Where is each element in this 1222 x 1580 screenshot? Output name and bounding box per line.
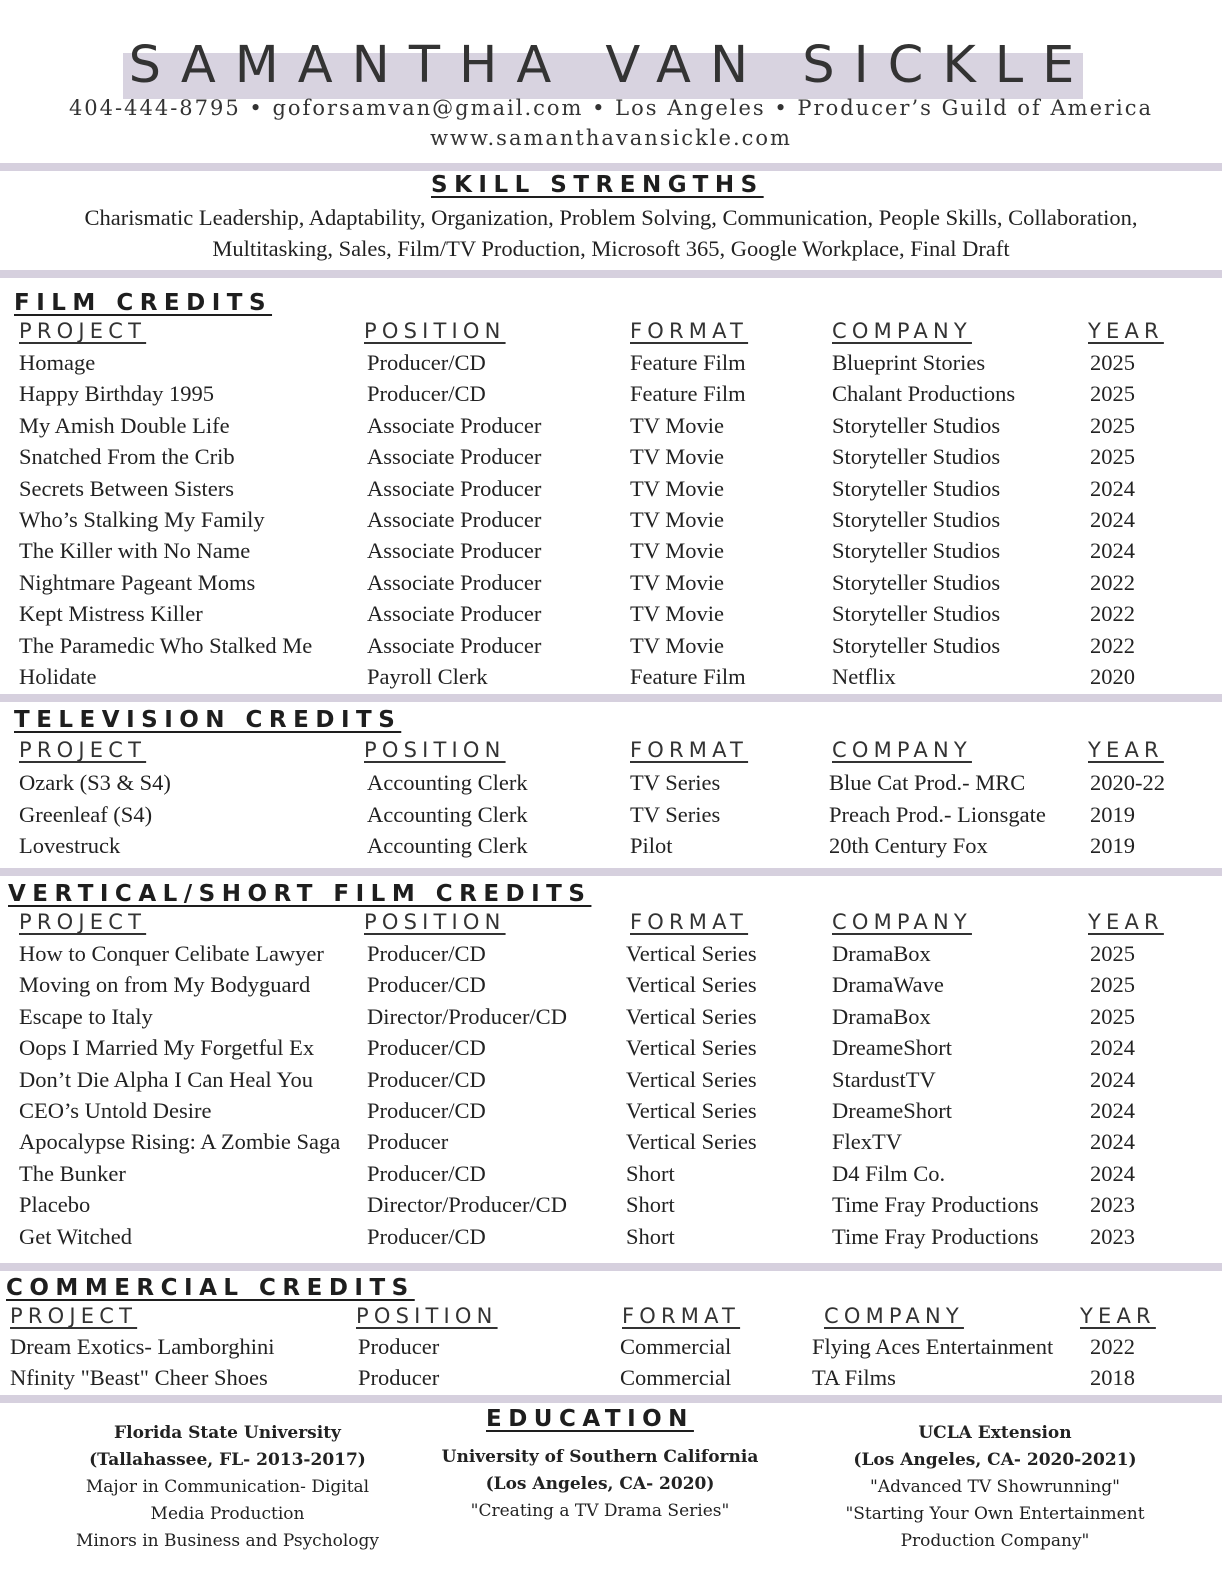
cell-format: TV Movie bbox=[630, 601, 724, 627]
cell-project: How to Conquer Celibate Lawyer bbox=[19, 941, 324, 966]
cell-project: Dream Exotics- Lamborghini bbox=[10, 1334, 275, 1359]
cell-year: 2024 bbox=[1090, 1098, 1135, 1123]
edu-line: Production Company" bbox=[900, 1531, 1090, 1551]
commercial-credits-title: COMMERCIAL CREDITS bbox=[6, 1275, 415, 1301]
cell-year: 2022 bbox=[1090, 569, 1135, 595]
cell-position: Producer/CD bbox=[367, 1098, 486, 1123]
cell-format: TV Movie bbox=[630, 507, 724, 532]
cell-company: DreameShort bbox=[832, 1098, 952, 1123]
cell-project: The Killer with No Name bbox=[19, 538, 251, 564]
cell-format: TV Movie bbox=[630, 632, 724, 658]
column-header-year: YEAR bbox=[1088, 910, 1164, 934]
school-detail: (Los Angeles, CA- 2020) bbox=[485, 1474, 715, 1494]
cell-format: Short bbox=[626, 1223, 675, 1249]
cell-project: The Bunker bbox=[19, 1160, 126, 1186]
edu-line: Minors in Business and Psychology bbox=[75, 1531, 380, 1551]
cell-year: 2024 bbox=[1090, 1066, 1135, 1092]
cell-year: 2022 bbox=[1090, 601, 1135, 627]
column-header-year: YEAR bbox=[1088, 738, 1164, 762]
cell-format: Feature Film bbox=[630, 350, 746, 375]
cell-year: 2020-22 bbox=[1090, 770, 1165, 795]
cell-company: D4 Film Co. bbox=[832, 1160, 946, 1186]
cell-year: 2024 bbox=[1090, 1129, 1135, 1155]
column-header-project: PROJECT bbox=[10, 1304, 138, 1328]
cell-project: Placebo bbox=[19, 1192, 91, 1218]
cell-year: 2023 bbox=[1090, 1192, 1135, 1218]
cell-format: Vertical Series bbox=[626, 1098, 757, 1123]
cell-project: Get Witched bbox=[19, 1223, 133, 1249]
film-credits-title: FILM CREDITS bbox=[14, 290, 273, 316]
cell-format: Vertical Series bbox=[626, 1003, 757, 1029]
divider bbox=[0, 694, 1222, 702]
school-detail: (Tallahassee, FL- 2013-2017) bbox=[89, 1450, 366, 1470]
cell-project: Homage bbox=[19, 350, 96, 375]
cell-position: Director/Producer/CD bbox=[367, 1003, 567, 1029]
cell-position: Director/Producer/CD bbox=[367, 1192, 567, 1218]
cell-position: Accounting Clerk bbox=[367, 801, 528, 827]
cell-position: Producer/CD bbox=[367, 350, 486, 375]
cell-year: 2025 bbox=[1090, 444, 1135, 470]
cell-year: 2019 bbox=[1090, 801, 1135, 827]
website[interactable]: www.samanthavansickle.com bbox=[430, 126, 792, 150]
cell-project: Ozark (S3 & S4) bbox=[19, 770, 171, 795]
cell-company: Storyteller Studios bbox=[832, 412, 1001, 438]
cell-format: Vertical Series bbox=[626, 1066, 757, 1092]
cell-position: Producer/CD bbox=[367, 941, 486, 966]
cell-company: DramaBox bbox=[832, 941, 931, 966]
cell-company: Chalant Productions bbox=[832, 381, 1016, 407]
cell-format: TV Movie bbox=[630, 569, 724, 595]
cell-company: Time Fray Productions bbox=[832, 1223, 1039, 1249]
cell-position: Accounting Clerk bbox=[367, 770, 528, 795]
cell-company: Storyteller Studios bbox=[832, 569, 1001, 595]
column-header-company: COMPANY bbox=[824, 1304, 964, 1328]
cell-company: Storyteller Studios bbox=[832, 507, 1001, 532]
column-header-position: POSITION bbox=[364, 319, 506, 343]
education-usc bbox=[420, 1444, 780, 1525]
cell-company: FlexTV bbox=[832, 1129, 902, 1155]
column-header-company: COMPANY bbox=[832, 319, 972, 343]
cell-company: Storyteller Studios bbox=[832, 601, 1001, 627]
cell-year: 2022 bbox=[1090, 1334, 1135, 1359]
cell-company: Storyteller Studios bbox=[832, 475, 1001, 501]
edu-line: "Creating a TV Drama Series" bbox=[470, 1501, 730, 1521]
cell-position: Associate Producer bbox=[367, 475, 542, 501]
cell-company: Netflix bbox=[832, 664, 896, 689]
cell-year: 2019 bbox=[1090, 833, 1135, 858]
column-header-format: FORMAT bbox=[630, 910, 749, 934]
cell-format: TV Series bbox=[630, 770, 721, 795]
cell-format: TV Movie bbox=[630, 444, 724, 470]
school-name: Florida State University bbox=[114, 1423, 341, 1443]
edu-line: "Starting Your Own Entertainment bbox=[845, 1504, 1145, 1524]
cell-year: 2025 bbox=[1090, 350, 1135, 375]
cell-project: Kept Mistress Killer bbox=[19, 601, 203, 627]
cell-project: Nfinity "Beast" Cheer Shoes bbox=[10, 1365, 268, 1390]
divider bbox=[0, 1395, 1222, 1403]
education-ucla bbox=[810, 1420, 1180, 1555]
column-header-format: FORMAT bbox=[630, 319, 749, 343]
cell-company: DramaBox bbox=[832, 1003, 931, 1029]
cell-company: Flying Aces Entertainment bbox=[812, 1334, 1054, 1359]
cell-year: 2022 bbox=[1090, 632, 1135, 658]
cell-project: Escape to Italy bbox=[19, 1003, 153, 1029]
cell-position: Producer/CD bbox=[367, 1066, 486, 1092]
cell-project: The Paramedic Who Stalked Me bbox=[19, 632, 313, 658]
cell-project: Happy Birthday 1995 bbox=[19, 381, 214, 407]
cell-project: CEO’s Untold Desire bbox=[19, 1098, 212, 1123]
cell-project: Moving on from My Bodyguard bbox=[19, 972, 311, 998]
cell-format: TV Movie bbox=[630, 475, 724, 501]
column-header-project: PROJECT bbox=[19, 738, 147, 762]
cell-project: Greenleaf (S4) bbox=[19, 801, 153, 827]
cell-company: Blueprint Stories bbox=[832, 350, 986, 375]
cell-company: Time Fray Productions bbox=[832, 1192, 1039, 1218]
education-title: EDUCATION bbox=[486, 1406, 694, 1432]
vertical-credits-title: VERTICAL/SHORT FILM CREDITS bbox=[8, 881, 592, 907]
cell-position: Producer bbox=[358, 1334, 440, 1359]
cell-company: DreameShort bbox=[832, 1035, 952, 1061]
school-detail: (Los Angeles, CA- 2020-2021) bbox=[853, 1450, 1137, 1470]
edu-line: "Advanced TV Showrunning" bbox=[870, 1477, 1120, 1497]
skills-title: SKILL STRENGTHS bbox=[431, 172, 764, 198]
cell-format: Vertical Series bbox=[626, 1035, 757, 1061]
cell-project: Nightmare Pageant Moms bbox=[19, 569, 256, 595]
cell-year: 2025 bbox=[1090, 941, 1135, 966]
divider bbox=[0, 868, 1222, 876]
cell-year: 2024 bbox=[1090, 1160, 1135, 1186]
cell-project: Don’t Die Alpha I Can Heal You bbox=[19, 1066, 313, 1092]
cell-position: Associate Producer bbox=[367, 569, 542, 595]
cell-format: TV Series bbox=[630, 801, 721, 827]
cell-company: Storyteller Studios bbox=[832, 444, 1001, 470]
cell-year: 2018 bbox=[1090, 1365, 1135, 1390]
cell-project: Who’s Stalking My Family bbox=[19, 507, 265, 532]
cell-year: 2025 bbox=[1090, 1003, 1135, 1029]
column-header-project: PROJECT bbox=[19, 319, 147, 343]
cell-position: Producer bbox=[367, 1129, 449, 1155]
cell-position: Producer/CD bbox=[367, 381, 486, 407]
cell-year: 2024 bbox=[1090, 475, 1135, 501]
column-header-project: PROJECT bbox=[19, 910, 147, 934]
cell-format: Short bbox=[626, 1192, 675, 1218]
column-header-year: YEAR bbox=[1088, 319, 1164, 343]
divider bbox=[0, 1263, 1222, 1271]
cell-company: TA Films bbox=[812, 1365, 896, 1390]
candidate-name: SAMANTHA VAN SICKLE bbox=[128, 36, 1094, 95]
cell-position: Associate Producer bbox=[367, 632, 542, 658]
column-header-format: FORMAT bbox=[622, 1304, 741, 1328]
cell-format: Short bbox=[626, 1160, 675, 1186]
cell-position: Producer/CD bbox=[367, 972, 486, 998]
divider bbox=[0, 163, 1222, 171]
cell-format: Feature Film bbox=[630, 381, 746, 407]
television-credits-title: TELEVISION CREDITS bbox=[14, 707, 402, 733]
cell-project: Oops I Married My Forgetful Ex bbox=[19, 1035, 315, 1061]
cell-year: 2024 bbox=[1090, 1035, 1135, 1061]
column-header-year: YEAR bbox=[1080, 1304, 1156, 1328]
cell-position: Associate Producer bbox=[367, 412, 542, 438]
cell-format: Vertical Series bbox=[626, 972, 757, 998]
cell-position: Payroll Clerk bbox=[367, 664, 488, 689]
divider bbox=[0, 270, 1222, 278]
cell-company: StardustTV bbox=[832, 1066, 936, 1092]
cell-project: Holidate bbox=[19, 664, 97, 689]
cell-year: 2024 bbox=[1090, 538, 1135, 564]
cell-format: Commercial bbox=[620, 1334, 732, 1359]
cell-project: Snatched From the Crib bbox=[19, 444, 235, 470]
column-header-format: FORMAT bbox=[630, 738, 749, 762]
cell-year: 2025 bbox=[1090, 972, 1135, 998]
school-name: University of Southern California bbox=[441, 1447, 759, 1467]
cell-position: Producer/CD bbox=[367, 1160, 486, 1186]
edu-line: Media Production bbox=[150, 1504, 305, 1524]
cell-format: Vertical Series bbox=[626, 1129, 757, 1155]
cell-year: 2025 bbox=[1090, 381, 1135, 407]
column-header-position: POSITION bbox=[356, 1304, 498, 1328]
cell-year: 2020 bbox=[1090, 664, 1135, 689]
cell-position: Accounting Clerk bbox=[367, 833, 528, 858]
cell-year: 2024 bbox=[1090, 507, 1135, 532]
edu-line: Major in Communication- Digital bbox=[85, 1477, 370, 1497]
cell-position: Associate Producer bbox=[367, 601, 542, 627]
cell-project: Lovestruck bbox=[19, 833, 121, 858]
cell-position: Producer bbox=[358, 1365, 440, 1390]
cell-project: Secrets Between Sisters bbox=[19, 475, 234, 501]
cell-format: Vertical Series bbox=[626, 941, 757, 966]
cell-year: 2025 bbox=[1090, 412, 1135, 438]
cell-format: Pilot bbox=[630, 833, 673, 858]
cell-position: Producer/CD bbox=[367, 1035, 486, 1061]
cell-company: Storyteller Studios bbox=[832, 538, 1001, 564]
contact-line: 404-444-8795 • goforsamvan@gmail.com • Los Angeles • Producer’s Guild of America bbox=[68, 96, 1154, 120]
skills-line-1: Charismatic Leadership, Adaptability, Organization, Problem Solving, Communication, People Skills, Collaboration, bbox=[84, 205, 1138, 230]
cell-company: 20th Century Fox bbox=[829, 833, 988, 858]
cell-company: Storyteller Studios bbox=[832, 632, 1001, 658]
cell-format: TV Movie bbox=[630, 538, 724, 564]
school-name: UCLA Extension bbox=[918, 1423, 1072, 1443]
cell-company: DramaWave bbox=[832, 972, 944, 998]
column-header-position: POSITION bbox=[364, 738, 506, 762]
column-header-company: COMPANY bbox=[832, 910, 972, 934]
cell-company: Blue Cat Prod.- MRC bbox=[829, 770, 1026, 795]
cell-format: Commercial bbox=[620, 1365, 732, 1390]
cell-position: Producer/CD bbox=[367, 1223, 486, 1249]
cell-year: 2023 bbox=[1090, 1223, 1135, 1249]
column-header-company: COMPANY bbox=[832, 738, 972, 762]
cell-position: Associate Producer bbox=[367, 444, 542, 470]
education-fsu bbox=[40, 1420, 415, 1555]
cell-position: Associate Producer bbox=[367, 507, 542, 532]
cell-format: TV Movie bbox=[630, 412, 724, 438]
cell-project: Apocalypse Rising: A Zombie Saga bbox=[19, 1129, 341, 1155]
cell-position: Associate Producer bbox=[367, 538, 542, 564]
cell-company: Preach Prod.- Lionsgate bbox=[829, 801, 1046, 827]
cell-format: Feature Film bbox=[630, 664, 746, 689]
cell-project: My Amish Double Life bbox=[19, 412, 230, 438]
column-header-position: POSITION bbox=[364, 910, 506, 934]
skills-line-2: Multitasking, Sales, Film/TV Production, Microsoft 365, Google Workplace, Final Draft bbox=[212, 236, 1010, 261]
